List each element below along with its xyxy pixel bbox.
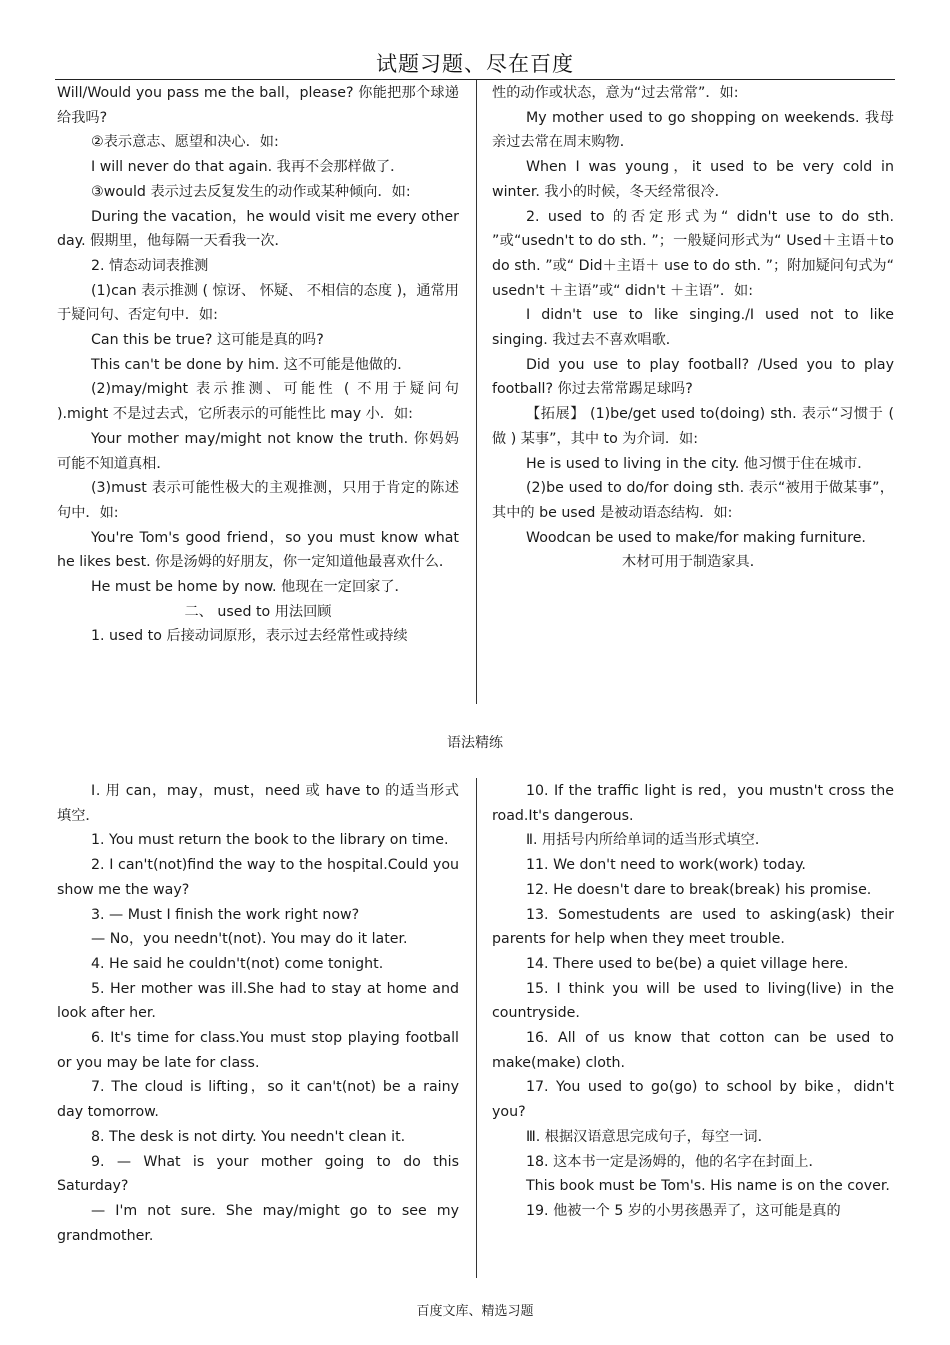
top-right-column — [492, 81, 894, 575]
page-header-title: 试题习题、尽在百度 — [376, 52, 574, 76]
bottom-left-column — [57, 779, 459, 1248]
exercise-item: 17. You used to go(go) to school by bike，didn't you? — [492, 1079, 894, 1121]
bottom-right-column — [492, 779, 894, 1224]
exercise-item: 2. I can't(not)find the way to the hospital.Could you show me the way? — [57, 857, 459, 898]
paragraph: 【拓展】 (1)be/get used to(doing) sth. 表示“习惯于 ( 做 ) 某事”，其中 to 为介词．如: — [492, 406, 894, 447]
paragraph: I will never do that again. 我再不会那样做了． — [91, 159, 405, 176]
exercise-item: 6. It's time for class.You must stop playing football or you may be late for class. — [57, 1030, 459, 1071]
paragraph: 2. used to 的否定形式为“ didn't use to do sth. ”或“usedn't to do sth. ”；一般疑问形式为“ Used＋主语＋to do sth. ”或“ Did＋主语＋ use to do sth. ”；附加疑问句式为“ usedn't ＋主语”或“ didn't ＋主语”．如: — [492, 208, 894, 299]
exercise-item: 15. I think you will be used to living(live) in the countryside. — [492, 980, 894, 1022]
paragraph: When I was young，it used to be very cold in winter. 我小的时候，冬天经常很冷． — [492, 159, 894, 200]
paragraph: Your mother may/might not know the truth. 你妈妈可能不知道真相． — [57, 430, 459, 472]
exercise-item: 5. Her mother was ill.She had to stay at home and look after her. — [57, 980, 459, 1022]
paragraph: Did you use to play football? /Used you to play football? 你过去常常踢足球吗? — [492, 356, 894, 398]
paragraph: (2)be used to do/for doing sth. 表示“被用于做某事”，其中的 be used 是被动语态结构．如: — [492, 480, 894, 521]
exercise-item: 8. The desk is not dirty. You needn't clean it. — [91, 1128, 406, 1145]
exercise-item: 3. — Must I finish the work right now? — [91, 906, 360, 923]
paragraph: Can this be true? 这可能是真的吗? — [91, 332, 324, 349]
page-footer: 百度文库、精选习题 — [416, 1304, 534, 1319]
paragraph: (2)may/might 表示推测、可能性 ( 不用于疑问句 ).might 不是过去式，它所表示的可能性比 may 小．如: — [57, 381, 459, 423]
paragraph: During the vacation，he would visit me every other day. 假期里，他每隔一天看我一次． — [57, 208, 459, 250]
exercise-instruction: Ⅰ. 用 can，may，must，need 或 have to 的适当形式填空． — [57, 783, 459, 824]
exercise-instruction: Ⅲ. 根据汉语意思完成句子，每空一词． — [526, 1128, 772, 1145]
paragraph: 1. used to 后接动词原形，表示过去经常性或持续 — [91, 628, 408, 645]
paragraph: He is used to living in the city. 他习惯于住在城市． — [526, 455, 872, 472]
exercise-item: 10. If the traffic light is red，you mustn't cross the road.It's dangerous. — [492, 783, 894, 824]
exercise-item: — No，you needn't(not). You may do it later. — [91, 931, 408, 948]
column-divider-bottom — [476, 778, 477, 1278]
paragraph: Will/Would you pass me the ball，please? 你能把那个球递给我吗? — [57, 85, 459, 126]
paragraph: 性的动作或状态，意为“过去常常”．如: — [492, 85, 739, 101]
paragraph: (1)can 表示推测 ( 惊讶、 怀疑、 不相信的态度 )，通常用于疑问句、否定句中．如: — [57, 282, 459, 324]
exercise-item: 19. 他被一个 5 岁的小男孩愚弄了，这可能是真的 — [526, 1202, 841, 1219]
top-left-column — [57, 81, 459, 649]
exercise-item: 4. He said he couldn't(not) come tonight. — [91, 955, 384, 972]
header-rule — [55, 79, 895, 80]
exercise-item: 18. 这本书一定是汤姆的，他的名字在封面上． — [526, 1153, 823, 1170]
exercise-item: 12. He doesn't dare to break(break) his promise. — [526, 881, 872, 898]
paragraph: ③would 表示过去反复发生的动作或某种倾向．如: — [91, 183, 411, 200]
exercise-item: 16. All of us know that cotton can be used to make(make) cloth. — [492, 1030, 894, 1071]
paragraph: 木材可用于制造家具． — [622, 554, 764, 571]
paragraph: Woodcan be used to make/for making furniture. — [526, 529, 866, 546]
paragraph: You're Tom's good friend，so you must know what he likes best. 你是汤姆的好朋友，你一定知道他最喜欢什么． — [57, 529, 459, 571]
paragraph: This can't be done by him. 这不可能是他做的． — [91, 356, 412, 373]
exercise-item: 11. We don't need to work(work) today. — [526, 857, 806, 874]
exercise-instruction: Ⅱ. 用括号内所给单词的适当形式填空． — [526, 832, 770, 849]
section-heading: 二、 used to 用法回顾 — [184, 603, 332, 620]
exercise-item: 7. The cloud is lifting，so it can't(not) be a rainy day tomorrow. — [57, 1079, 459, 1121]
exercise-item: 13. Somestudents are used to asking(ask) their parents for help when they meet trouble. — [492, 906, 894, 948]
exercise-item: 14. There used to be(be) a quiet village here. — [526, 955, 849, 972]
paragraph: (3)must 表示可能性极大的主观推测，只用于肯定的陈述句中．如: — [57, 480, 459, 521]
exercise-item: 1. You must return the book to the library on time. — [91, 832, 449, 849]
exercise-item: 9. — What is your mother going to do this Saturday? — [57, 1153, 459, 1195]
column-divider-top — [476, 80, 477, 704]
paragraph: ②表示意志、愿望和决心．如: — [91, 134, 279, 151]
exercise-item: — I'm not sure. She may/might go to see my grandmother. — [57, 1202, 459, 1244]
section-title: 语法精练 — [447, 735, 503, 751]
paragraph: I didn't use to like singing./I used not to like singing. 我过去不喜欢唱歌． — [492, 307, 894, 349]
paragraph: 2. 情态动词表推测 — [91, 257, 209, 274]
exercise-item: This book must be Tom's. His name is on the cover. — [526, 1178, 890, 1195]
paragraph: He must be home by now. 他现在一定回家了． — [91, 579, 409, 596]
paragraph: My mother used to go shopping on weekends. 我母亲过去常在周末购物． — [492, 109, 894, 151]
